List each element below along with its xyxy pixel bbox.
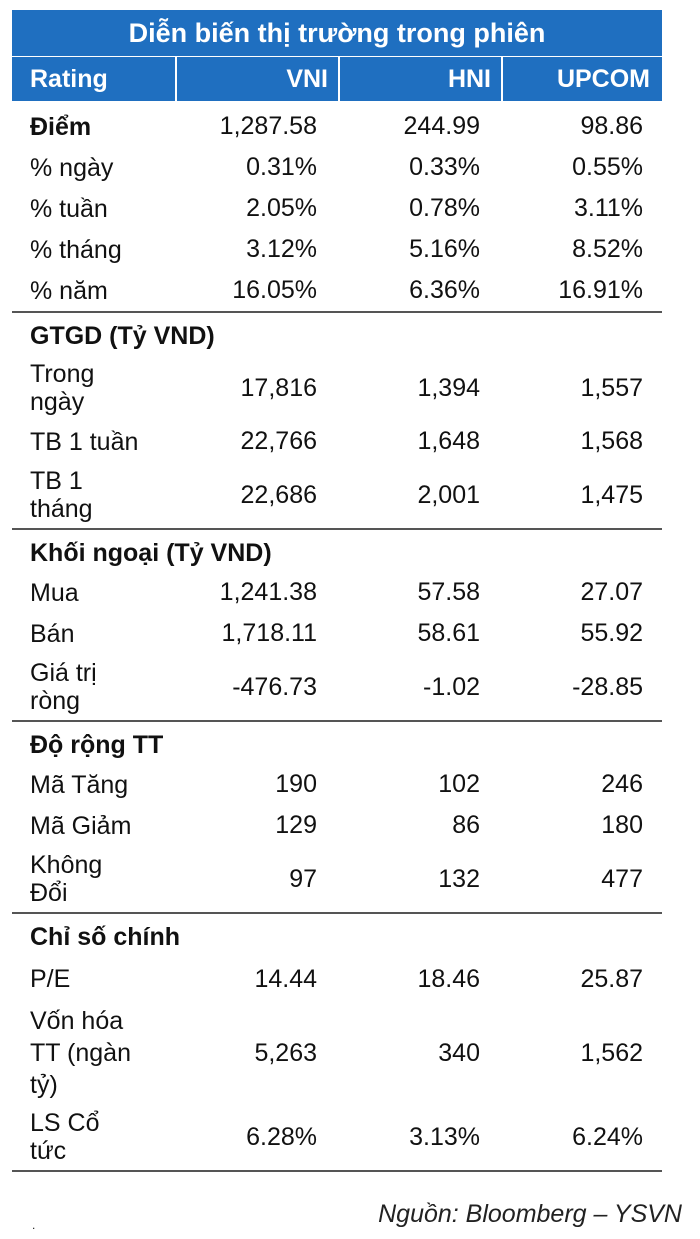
- cell-vni: 97: [289, 864, 317, 893]
- row-label: Mã Giảm: [30, 811, 132, 840]
- table-row: [12, 764, 662, 805]
- row-label: Giá trị ròng: [30, 659, 97, 715]
- cell-hni: 340: [438, 1038, 480, 1067]
- section-foreign-trading: [12, 530, 662, 722]
- section-title: Khối ngoại (Tỷ VND): [30, 539, 272, 567]
- cell-hni: 132: [438, 864, 480, 893]
- cell-vni: 22,686: [240, 480, 317, 509]
- row-label: Bán: [30, 619, 75, 648]
- cell-hni: 0.78%: [409, 194, 480, 222]
- cell-vni: 14.44: [254, 964, 317, 993]
- table-row: [12, 846, 662, 912]
- cell-vni: 1,718.11: [221, 619, 317, 647]
- cell-vni: 6.28%: [246, 1122, 317, 1151]
- row-label: Trong ngày: [30, 360, 95, 416]
- table-row: [12, 572, 662, 613]
- row-label: TB 1 tháng: [30, 467, 93, 523]
- cell-hni: 57.58: [417, 578, 480, 606]
- table-header-row: [12, 57, 662, 101]
- cell-upcom: 25.87: [580, 964, 643, 993]
- row-label: TB 1 tuần: [30, 427, 139, 456]
- cell-upcom: 8.52%: [572, 235, 643, 263]
- table-row: [12, 421, 662, 462]
- table-body: [12, 102, 662, 1172]
- table-row: [12, 805, 662, 846]
- table-row: [12, 1002, 662, 1104]
- table-row: [12, 613, 662, 654]
- table-title: Diễn biến thị trường trong phiên: [12, 10, 662, 56]
- cell-upcom: 477: [601, 864, 643, 893]
- cell-vni: 0.31%: [246, 153, 317, 181]
- cell-vni: 16.05%: [232, 276, 317, 304]
- cell-upcom: 98.86: [580, 112, 643, 140]
- row-label: % tuần: [30, 194, 108, 223]
- cell-hni: 2,001: [417, 480, 480, 509]
- section-key-ratios: [12, 914, 662, 1172]
- cell-upcom: 1,568: [580, 427, 643, 455]
- header-hni: HNI: [338, 57, 501, 101]
- section-title: Chỉ số chính: [30, 923, 180, 951]
- row-label: Mua: [30, 578, 79, 607]
- source-note: Nguồn: Bloomberg – YSVN: [378, 1200, 682, 1228]
- cell-vni: 5,263: [254, 1038, 317, 1067]
- table-row: [12, 229, 662, 270]
- cell-upcom: 246: [601, 770, 643, 798]
- row-label: P/E: [30, 965, 71, 993]
- table-row: [12, 188, 662, 229]
- header-vni: VNI: [175, 57, 338, 101]
- row-label: LS Cổ tức: [30, 1109, 100, 1165]
- table-row: [12, 270, 662, 311]
- cell-hni: 1,394: [417, 373, 480, 402]
- row-label: Điểm: [30, 112, 92, 141]
- cell-vni: 2.05%: [246, 194, 317, 222]
- cell-upcom: 16.91%: [558, 276, 643, 304]
- cell-hni: 6.36%: [409, 276, 480, 304]
- header-rating: Rating: [12, 57, 175, 101]
- section-index-points: [12, 102, 662, 313]
- cell-vni: -476.73: [232, 672, 317, 701]
- row-label: % ngày: [30, 153, 114, 182]
- cell-hni: 102: [438, 770, 480, 798]
- cell-vni: 190: [275, 770, 317, 798]
- cell-hni: 86: [452, 811, 480, 839]
- section-title: Độ rộng TT: [30, 731, 164, 759]
- cell-hni: 0.33%: [409, 153, 480, 181]
- cell-upcom: 1,475: [580, 480, 643, 509]
- cell-vni: 1,241.38: [219, 578, 317, 606]
- cell-hni: 244.99: [403, 112, 480, 140]
- section-market-breadth: [12, 722, 662, 914]
- cell-upcom: 0.55%: [572, 153, 643, 181]
- cell-vni: 1,287.58: [219, 112, 317, 140]
- section-title: GTGD (Tỷ VND): [30, 322, 215, 350]
- cell-upcom: 27.07: [580, 578, 643, 606]
- cell-vni: 129: [275, 811, 317, 839]
- table-row: [12, 355, 662, 421]
- table-row: [12, 147, 662, 188]
- cell-hni: -1.02: [423, 672, 480, 701]
- section-trading-value: [12, 313, 662, 530]
- row-label: Không Đổi: [30, 851, 103, 907]
- cell-upcom: 6.24%: [572, 1122, 643, 1151]
- cell-upcom: 1,557: [580, 373, 643, 402]
- cell-hni: 5.16%: [409, 235, 480, 263]
- row-label: % năm: [30, 276, 108, 305]
- cell-upcom: 55.92: [580, 619, 643, 647]
- cell-upcom: 3.11%: [573, 194, 643, 222]
- cell-hni: 18.46: [417, 964, 480, 993]
- cell-hni: 3.13%: [409, 1122, 480, 1151]
- table-row: [12, 106, 662, 147]
- row-label: % tháng: [30, 235, 122, 264]
- cell-upcom: 180: [601, 811, 643, 839]
- table-row: [12, 654, 662, 720]
- footnote-mark: .: [32, 1218, 36, 1232]
- row-label: Mã Tăng: [30, 770, 129, 799]
- row-label: Vốn hóa TT (ngàn tỷ): [30, 1007, 131, 1099]
- cell-upcom: -28.85: [572, 672, 643, 701]
- table-row: [12, 956, 662, 1002]
- table-row: [12, 462, 662, 528]
- cell-hni: 58.61: [417, 619, 480, 647]
- header-upcom: UPCOM: [501, 57, 662, 101]
- cell-vni: 17,816: [240, 373, 317, 402]
- table-row: [12, 1104, 662, 1170]
- cell-vni: 3.12%: [246, 235, 317, 263]
- cell-hni: 1,648: [417, 427, 480, 455]
- cell-vni: 22,766: [240, 427, 317, 455]
- cell-upcom: 1,562: [580, 1038, 643, 1067]
